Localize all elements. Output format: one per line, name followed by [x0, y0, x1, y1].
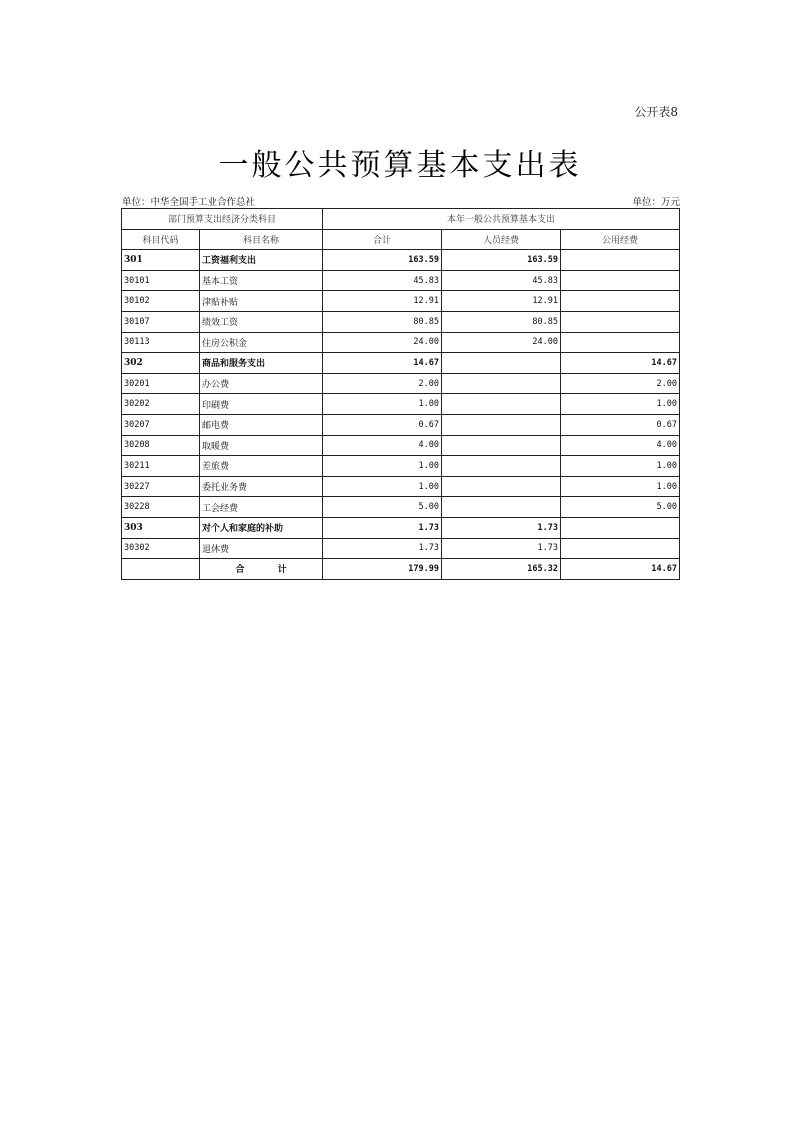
table-row — [122, 250, 680, 271]
row-personnel: 45.83 — [442, 270, 561, 291]
row-personnel: 12.91 — [442, 291, 561, 312]
total-row — [122, 559, 680, 580]
row-personnel — [442, 373, 561, 394]
document-id: 公开表8 — [634, 105, 678, 119]
row-public — [561, 270, 680, 291]
row-total: 24.00 — [323, 332, 442, 353]
row-code: 30201 — [122, 373, 200, 394]
header-total: 合计 — [323, 229, 442, 250]
row-code: 30113 — [122, 332, 200, 353]
row-total: 1.73 — [323, 538, 442, 559]
unit-organization: 单位：中华全国手工业合作总社 — [122, 197, 256, 208]
row-personnel — [442, 394, 561, 415]
row-code: 30227 — [122, 476, 200, 497]
table-body — [122, 250, 680, 559]
budget-table — [121, 208, 680, 580]
row-public: 14.67 — [561, 353, 680, 374]
row-total: 0.67 — [323, 414, 442, 435]
table-row — [122, 497, 680, 518]
row-name: 住房公积金 — [200, 332, 323, 353]
row-personnel: 1.73 — [442, 517, 561, 538]
header-group-classification: 部门预算支出经济分类科目 — [122, 209, 323, 230]
total-label: 合 计 — [200, 559, 323, 580]
row-name: 工会经费 — [200, 497, 323, 518]
row-code: 30211 — [122, 456, 200, 477]
row-total: 1.00 — [323, 394, 442, 415]
row-total: 5.00 — [323, 497, 442, 518]
table-row — [122, 517, 680, 538]
table-row — [122, 353, 680, 374]
header-personnel: 人员经费 — [442, 229, 561, 250]
row-code: 30302 — [122, 538, 200, 559]
row-name: 退休费 — [200, 538, 323, 559]
row-name: 工资福利支出 — [200, 250, 323, 271]
page-title: 一般公共预算基本支出表 — [218, 148, 582, 183]
row-name: 对个人和家庭的补助 — [200, 517, 323, 538]
row-name: 委托业务费 — [200, 476, 323, 497]
header-column-row — [122, 229, 680, 250]
row-total: 1.73 — [323, 517, 442, 538]
row-personnel — [442, 414, 561, 435]
total-public: 14.67 — [561, 559, 680, 580]
table-row — [122, 373, 680, 394]
table-row — [122, 435, 680, 456]
row-personnel — [442, 497, 561, 518]
row-public — [561, 291, 680, 312]
table-row — [122, 456, 680, 477]
row-public — [561, 538, 680, 559]
row-total: 2.00 — [323, 373, 442, 394]
row-total: 14.67 — [323, 353, 442, 374]
row-name: 商品和服务支出 — [200, 353, 323, 374]
row-code: 301 — [122, 250, 200, 271]
row-code: 30202 — [122, 394, 200, 415]
row-public — [561, 332, 680, 353]
row-name: 基本工资 — [200, 270, 323, 291]
total-code-cell — [122, 559, 200, 580]
row-total: 1.00 — [323, 476, 442, 497]
row-total: 45.83 — [323, 270, 442, 291]
row-personnel — [442, 456, 561, 477]
row-public: 5.00 — [561, 497, 680, 518]
header-name: 科目名称 — [200, 229, 323, 250]
row-total: 80.85 — [323, 311, 442, 332]
table-row — [122, 476, 680, 497]
table-row — [122, 311, 680, 332]
row-public: 4.00 — [561, 435, 680, 456]
row-public: 1.00 — [561, 394, 680, 415]
row-public — [561, 517, 680, 538]
row-name: 取暖费 — [200, 435, 323, 456]
row-personnel: 24.00 — [442, 332, 561, 353]
row-personnel: 1.73 — [442, 538, 561, 559]
row-code: 30228 — [122, 497, 200, 518]
row-total: 12.91 — [323, 291, 442, 312]
row-personnel — [442, 353, 561, 374]
row-name: 绩效工资 — [200, 311, 323, 332]
row-public — [561, 311, 680, 332]
row-public: 2.00 — [561, 373, 680, 394]
row-total: 163.59 — [323, 250, 442, 271]
total-sum: 179.99 — [323, 559, 442, 580]
row-public: 1.00 — [561, 476, 680, 497]
table-row — [122, 414, 680, 435]
row-code: 30207 — [122, 414, 200, 435]
row-code: 30102 — [122, 291, 200, 312]
row-name: 邮电费 — [200, 414, 323, 435]
header-group-row — [122, 209, 680, 230]
row-total: 1.00 — [323, 456, 442, 477]
unit-currency: 单位：万元 — [632, 197, 680, 208]
row-name: 印刷费 — [200, 394, 323, 415]
table-row — [122, 538, 680, 559]
header-code: 科目代码 — [122, 229, 200, 250]
row-code: 30107 — [122, 311, 200, 332]
row-personnel — [442, 435, 561, 456]
row-personnel: 80.85 — [442, 311, 561, 332]
row-total: 4.00 — [323, 435, 442, 456]
row-name: 津贴补贴 — [200, 291, 323, 312]
table-row — [122, 270, 680, 291]
total-personnel: 165.32 — [442, 559, 561, 580]
table-row — [122, 291, 680, 312]
table-row — [122, 332, 680, 353]
row-name: 办公费 — [200, 373, 323, 394]
table-row — [122, 394, 680, 415]
row-code: 30101 — [122, 270, 200, 291]
header-group-expenditure: 本年一般公共预算基本支出 — [323, 209, 680, 230]
row-public — [561, 250, 680, 271]
row-code: 302 — [122, 353, 200, 374]
row-name: 差旅费 — [200, 456, 323, 477]
row-code: 303 — [122, 517, 200, 538]
header-public: 公用经费 — [561, 229, 680, 250]
row-public: 1.00 — [561, 456, 680, 477]
row-public: 0.67 — [561, 414, 680, 435]
row-personnel — [442, 476, 561, 497]
row-personnel: 163.59 — [442, 250, 561, 271]
row-code: 30208 — [122, 435, 200, 456]
